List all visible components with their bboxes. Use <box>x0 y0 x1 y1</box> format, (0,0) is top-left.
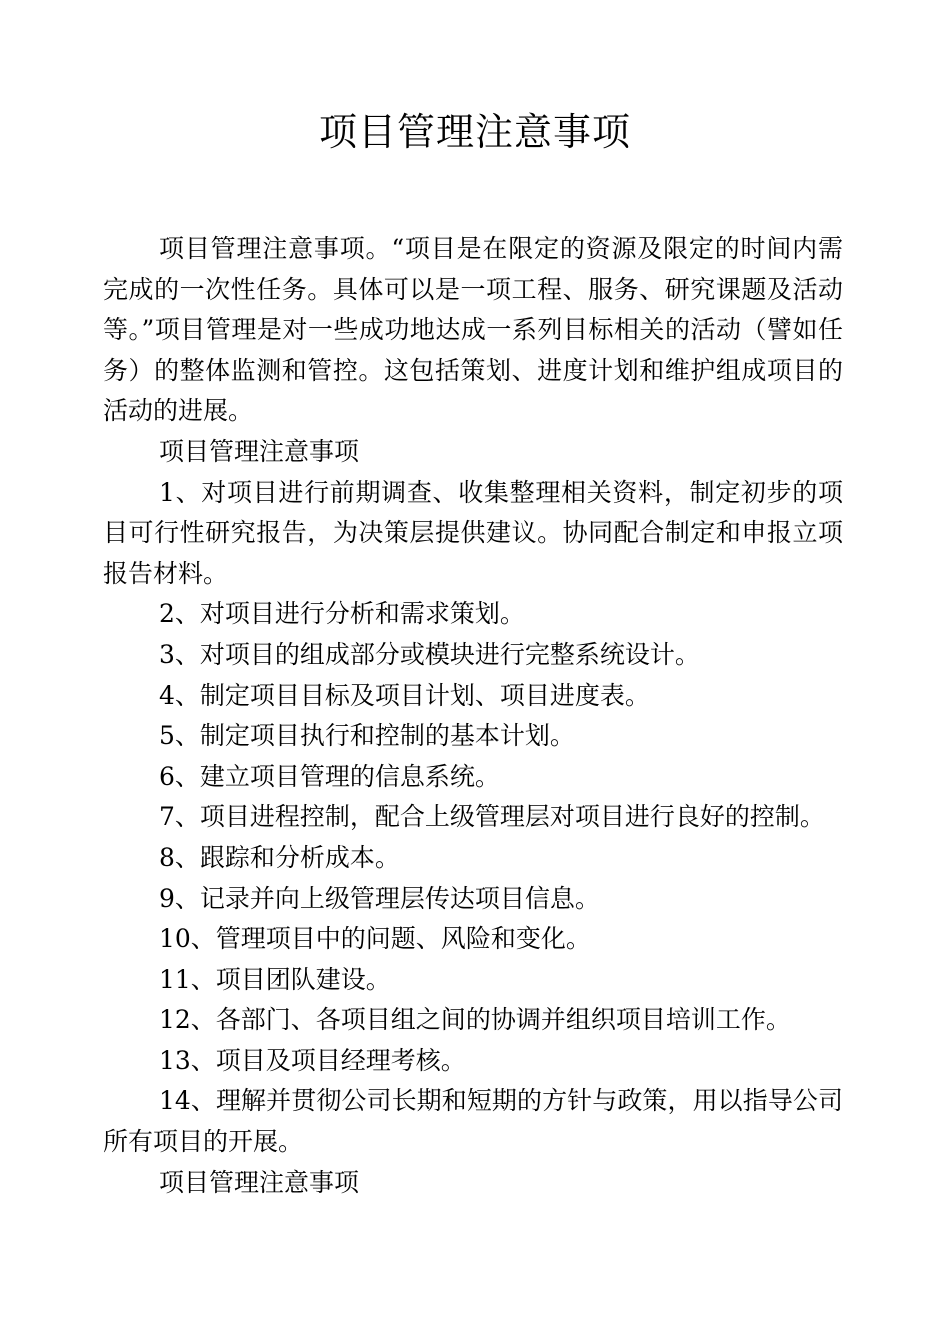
document-body <box>103 229 843 1203</box>
list-item-5: 5、制定项目执行和控制的基本计划。 <box>159 721 575 751</box>
list-item-6: 6、建立项目管理的信息系统。 <box>159 761 500 791</box>
paragraph-heading: 项目管理注意事项 <box>159 436 360 466</box>
list-item-10: 10、管理项目中的问题、风险和变化。 <box>159 924 591 954</box>
list-item-14: 14、理解并贯彻公司长期和短期的方针与政策，用以指导公司所有项目的开展。 <box>103 1086 843 1157</box>
list-item-7: 7、项目进程控制，配合上级管理层对项目进行良好的控制。 <box>159 802 825 832</box>
document-title: 项目管理注意事项 <box>318 110 631 154</box>
paragraph-closing-heading: 项目管理注意事项 <box>159 1167 360 1197</box>
list-item-2: 2、对项目进行分析和需求策划。 <box>159 599 525 629</box>
list-item-8: 8、跟踪和分析成本。 <box>159 842 400 872</box>
list-item-4: 4、制定项目目标及项目计划、项目进度表。 <box>159 680 650 710</box>
list-item-12: 12、各部门、各项目组之间的协调并组织项目培训工作。 <box>159 1005 791 1035</box>
list-item-9: 9、记录并向上级管理层传达项目信息。 <box>159 883 600 913</box>
paragraph-intro: 项目管理注意事项。“项目是在限定的资源及限定的时间内需完成的一次性任务。具体可以是一项工程、服务、研究课题及活动等。”项目管理是对一些成功地达成一系列目标相关的活动（譬如任务）的整体监测和管控。这包括策划、进度计划和维护组成项目的活动的进展。 <box>103 234 843 426</box>
list-item-13: 13、项目及项目经理考核。 <box>159 1045 466 1075</box>
list-item-1: 1、对项目进行前期调查、收集整理相关资料，制定初步的项目可行性研究报告，为决策层提供建议。协同配合制定和申报立项报告材料。 <box>103 477 843 588</box>
list-item-3: 3、对项目的组成部分或模块进行完整系统设计。 <box>159 639 700 669</box>
list-item-11: 11、项目团队建设。 <box>159 964 391 994</box>
